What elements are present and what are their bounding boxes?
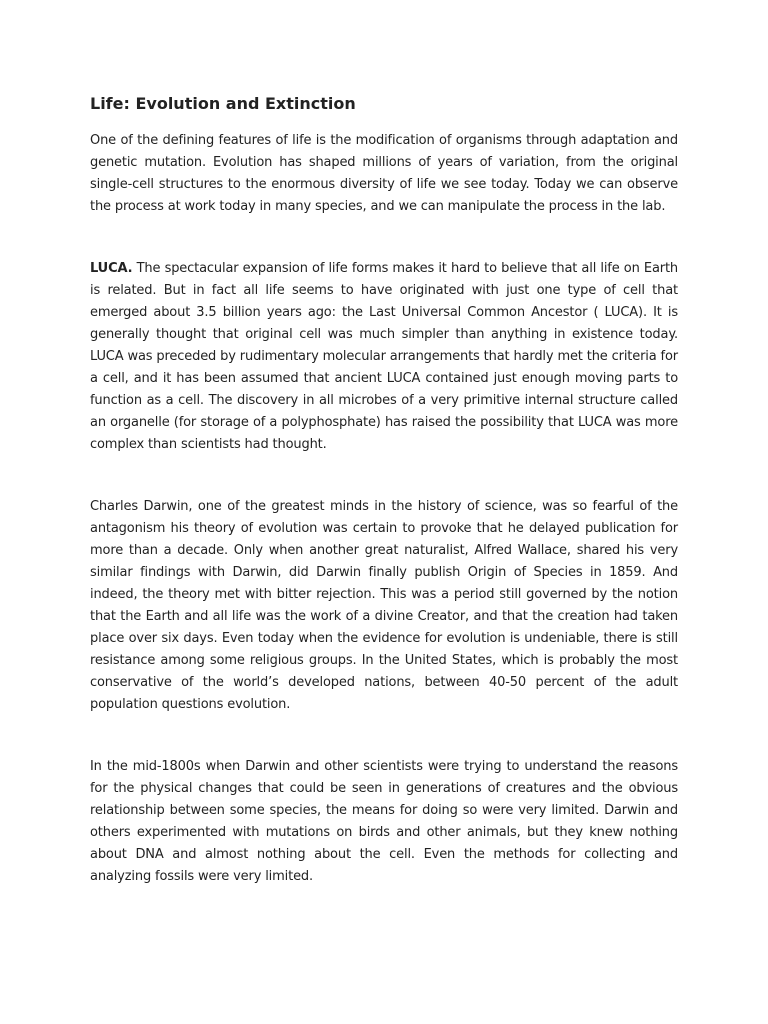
paragraph-mid-1800s: In the mid-1800s when Darwin and other scientists were trying to understand the reasons for the physical changes that could be seen in generations of creatures and the obvious relationship between some species, the means for doing so were very limited. Darwin and others experimented with mutations on birds and other animals, but they knew nothing about DNA and almost nothing about the cell. Even the methods for collecting and analyzing fossils were very limited. bbox=[90, 759, 678, 884]
paragraph-intro: One of the defining features of life is the modification of organisms through adaptation and genetic mutation. Evolution has shaped millions of years of variation, from the original single-cell structures to the enormous diversity of life we see today. Today we can observe the process at work today in many species, and we can manipulate the process in the lab. bbox=[90, 133, 678, 214]
page-title: Life: Evolution and Extinction bbox=[90, 94, 356, 113]
paragraph-luca bbox=[90, 258, 678, 456]
paragraph-darwin: Charles Darwin, one of the greatest minds in the history of science, was so fearful of the antagonism his theory of evolution was certain to provoke that he delayed publication for more than a decade. Only when another great naturalist, Alfred Wallace, shared his very similar findings with Darwin, did Darwin finally publish Origin of Species in 1859. And indeed, the theory met with bitter rejection. This was a period still governed by the notion that the Earth and all life was the work of a divine Creator, and that the creation had taken place over six days. Even today when the evidence for evolution is undeniable, there is still resistance among some religious groups. In the United States, which is probably the most conservative of the world’s developed nations, between 40-50 percent of the adult population questions evolution. bbox=[90, 499, 678, 712]
paragraph-luca-body: The spectacular expansion of life forms makes it hard to believe that all life on Earth is related. But in fact all life seems to have originated with just one type of cell that emerged about 3.5 billion years ago: the Last Universal Common Ancestor ( LUCA). It is generally thought that original cell was much simpler than anything in existence today. LUCA was preceded by rudimentary molecular arrangements that hardly met the criteria for a cell, and it has been assumed that ancient LUCA contained just enough moving parts to function as a cell. The discovery in all microbes of a very primitive internal structure called an organelle (for storage of a polyphosphate) has raised the possibility that LUCA was more complex than scientists had thought. bbox=[90, 261, 678, 452]
paragraph-luca-lead: LUCA. bbox=[90, 261, 133, 276]
